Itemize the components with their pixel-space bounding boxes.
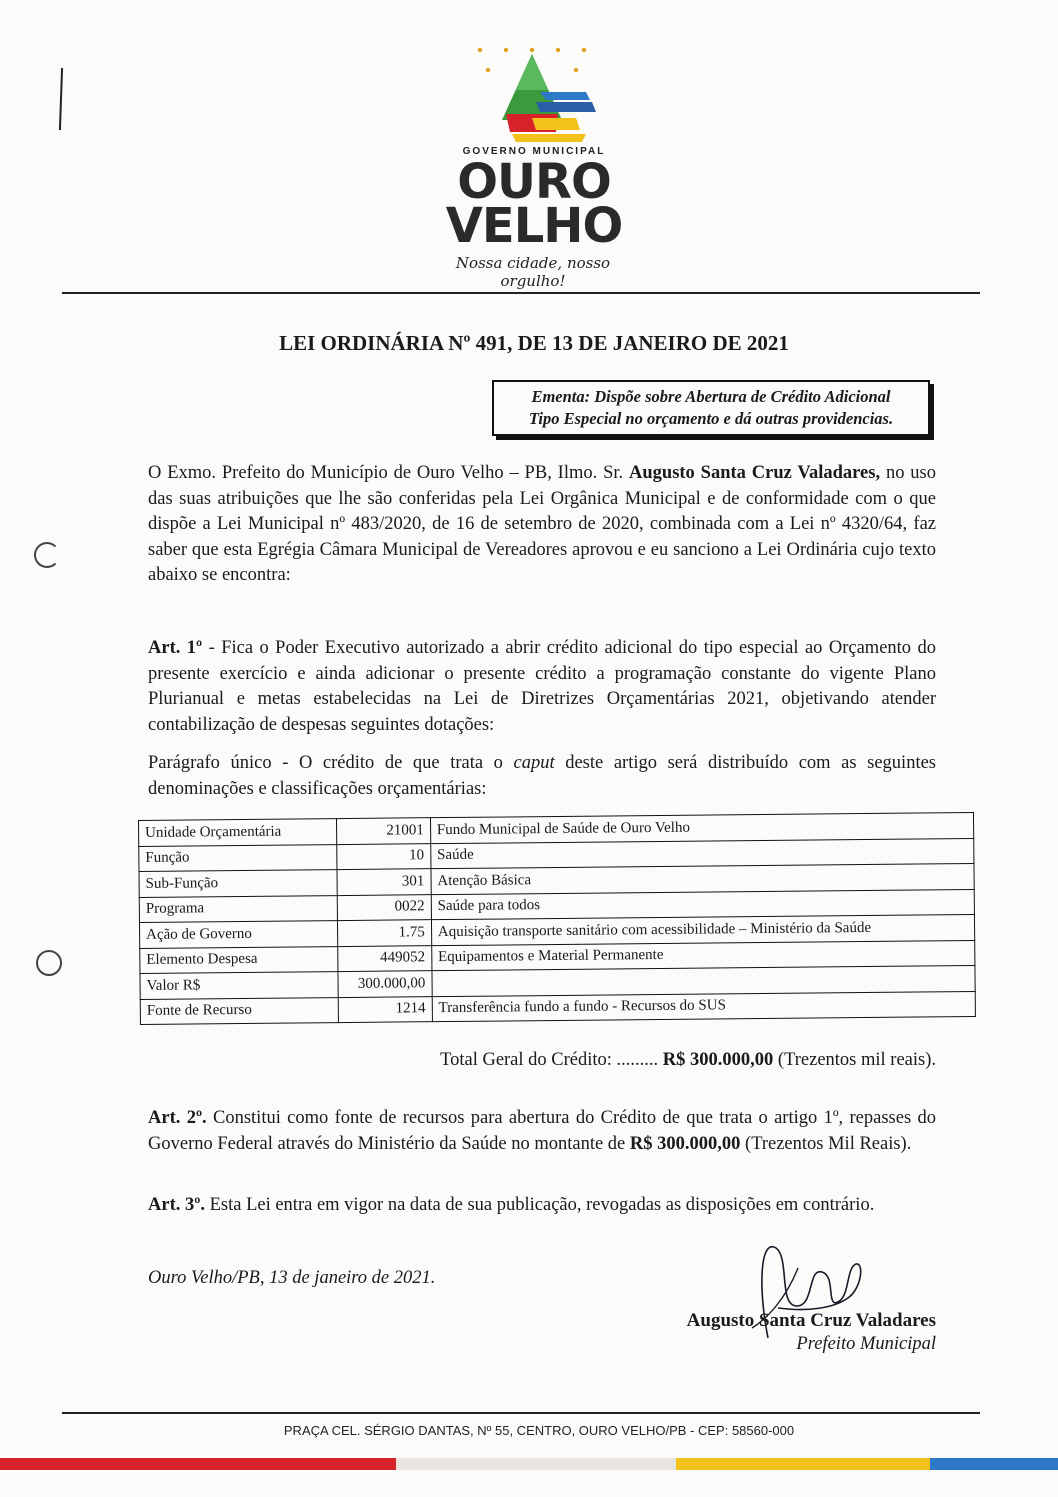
intro-paragraph xyxy=(148,461,936,589)
row-description: Saúde para todos xyxy=(431,889,974,920)
intro-text-part1: O Exmo. Prefeito do Município de Ouro Velho – PB, Ilmo. Sr. xyxy=(148,463,629,483)
paragrafo-unico xyxy=(148,751,936,802)
article-2-text: Constitui como fonte de recursos para abertura do Crédito de que trata o artigo 1º, repasses do Governo Federal através do Ministério da Saúde no montante de xyxy=(148,1108,936,1154)
row-code: 449052 xyxy=(338,945,432,971)
caput-term: caput xyxy=(513,753,555,773)
article-1-text: - Fica o Poder Executivo autorizado a abrir crédito adicional do tipo especial ao Orçamento do presente exercício e ainda adicionar o presente crédito a programação constante do vigente Plano Plurianual e metas estabelecidas na Lei de Diretrizes Orçamentárias 2021, objetivando atender contabilização de despesas seguintes dotações: xyxy=(148,638,936,735)
row-description: Aquisição transporte sanitário com acessibilidade – Ministério da Saúde xyxy=(431,914,974,945)
total-label: Total Geral do Crédito: ......... xyxy=(440,1050,663,1070)
row-description: Equipamentos e Material Permanente xyxy=(431,940,974,971)
row-description: Fundo Municipal de Saúde de Ouro Velho xyxy=(430,812,973,843)
footer-color-bar-grey xyxy=(396,1458,676,1470)
article-3 xyxy=(148,1193,936,1219)
row-label: Fonte de Recurso xyxy=(140,997,338,1024)
footer-color-bar-blue xyxy=(930,1458,1058,1470)
logo-slogan: Nossa cidade, nosso orgulho! xyxy=(455,254,611,290)
row-label: Elemento Despesa xyxy=(140,946,338,973)
punch-hole-top xyxy=(34,542,60,568)
logo-emblem-icon xyxy=(436,40,632,148)
total-value: R$ 300.000,00 xyxy=(662,1050,774,1070)
article-2-tail: (Trezentos Mil Reais). xyxy=(740,1133,912,1154)
row-description: Atenção Básica xyxy=(431,863,974,894)
margin-pen-mark xyxy=(59,68,63,130)
row-label: Programa xyxy=(139,895,337,922)
article-3-label: Art. 3º. xyxy=(148,1195,205,1215)
footer-divider xyxy=(62,1412,980,1414)
signatory-role: Prefeito Municipal xyxy=(796,1334,936,1354)
intro-text-part2: no uso das suas atribuições que lhe são conferidas pela Lei Orgânica Municipal e de conformidade com o que dispõe a Lei Municipal nº 483/2020, de 16 de setembro de 2020, combinada com a Lei nº 4320/64, faz saber que esta Egrégia Câmara Municipal de Vereadores aprovou e eu sanciono a Lei Ordinária cujo texto abaixo se encontra: xyxy=(148,463,937,585)
row-code: 0022 xyxy=(337,894,431,920)
row-code: 301 xyxy=(337,869,431,895)
mayor-name: Augusto Santa Cruz Valadares, xyxy=(629,463,881,483)
signatory-name: Augusto Santa Cruz Valadares xyxy=(686,1310,936,1331)
article-2-label: Art. 2º. xyxy=(148,1108,207,1128)
place-date: Ouro Velho/PB, 13 de janeiro de 2021. xyxy=(148,1268,436,1288)
footer-address: PRAÇA CEL. SÉRGIO DANTAS, Nº 55, CENTRO, OURO VELHO/PB - CEP: 58560-000 xyxy=(283,1423,795,1438)
budget-table xyxy=(138,812,976,1025)
article-2-amount: R$ 300.000,00 xyxy=(629,1133,741,1154)
footer-color-bar-yellow xyxy=(676,1458,930,1470)
row-label: Ação de Governo xyxy=(139,921,337,948)
paragrafo-text-part2: deste artigo será distribuído com as seguintes denominações e classificações orçamentárias: xyxy=(148,753,936,799)
logo-wordmark-line2: VELHO xyxy=(445,198,623,254)
ementa-box xyxy=(492,380,930,436)
ementa-line2: Tipo Especial no orçamento e dá outras providencias. xyxy=(528,409,894,428)
paragrafo-text-part1: Parágrafo único - O crédito de que trata o xyxy=(148,753,514,773)
logo-subtitle: GOVERNO MUNICIPAL xyxy=(462,146,606,157)
municipal-logo xyxy=(436,40,632,290)
row-description: Saúde xyxy=(431,838,974,869)
ementa-line1: Ementa: Dispõe sobre Abertura de Crédito Adicional xyxy=(531,387,891,406)
row-label: Função xyxy=(139,844,337,871)
document-title: LEI ORDINÁRIA Nº 491, DE 13 DE JANEIRO DE 2021 xyxy=(279,331,789,355)
row-label: Sub-Função xyxy=(139,870,337,897)
row-code: 21001 xyxy=(336,818,430,844)
row-description: Transferência fundo a fundo - Recursos do SUS xyxy=(432,991,975,1022)
header-divider xyxy=(62,292,980,294)
row-code: 1.75 xyxy=(337,920,431,946)
punch-hole-bottom xyxy=(36,950,62,976)
article-1 xyxy=(148,636,936,738)
row-label: Unidade Orçamentária xyxy=(139,819,337,846)
article-2 xyxy=(148,1106,936,1157)
article-1-label: Art. 1º xyxy=(148,638,203,658)
row-code: 300.000,00 xyxy=(338,971,432,997)
footer-color-bar-red xyxy=(0,1458,396,1470)
row-label: Valor R$ xyxy=(140,972,338,999)
article-3-text: Esta Lei entra em vigor na data de sua publicação, revogadas as disposições em contrário. xyxy=(204,1195,875,1215)
row-code: 1214 xyxy=(338,996,432,1022)
row-code: 10 xyxy=(337,843,431,869)
logo-wordmark-line1: OURO xyxy=(457,154,611,210)
total-words: (Trezentos mil reais). xyxy=(773,1050,936,1070)
total-line xyxy=(372,1050,936,1071)
